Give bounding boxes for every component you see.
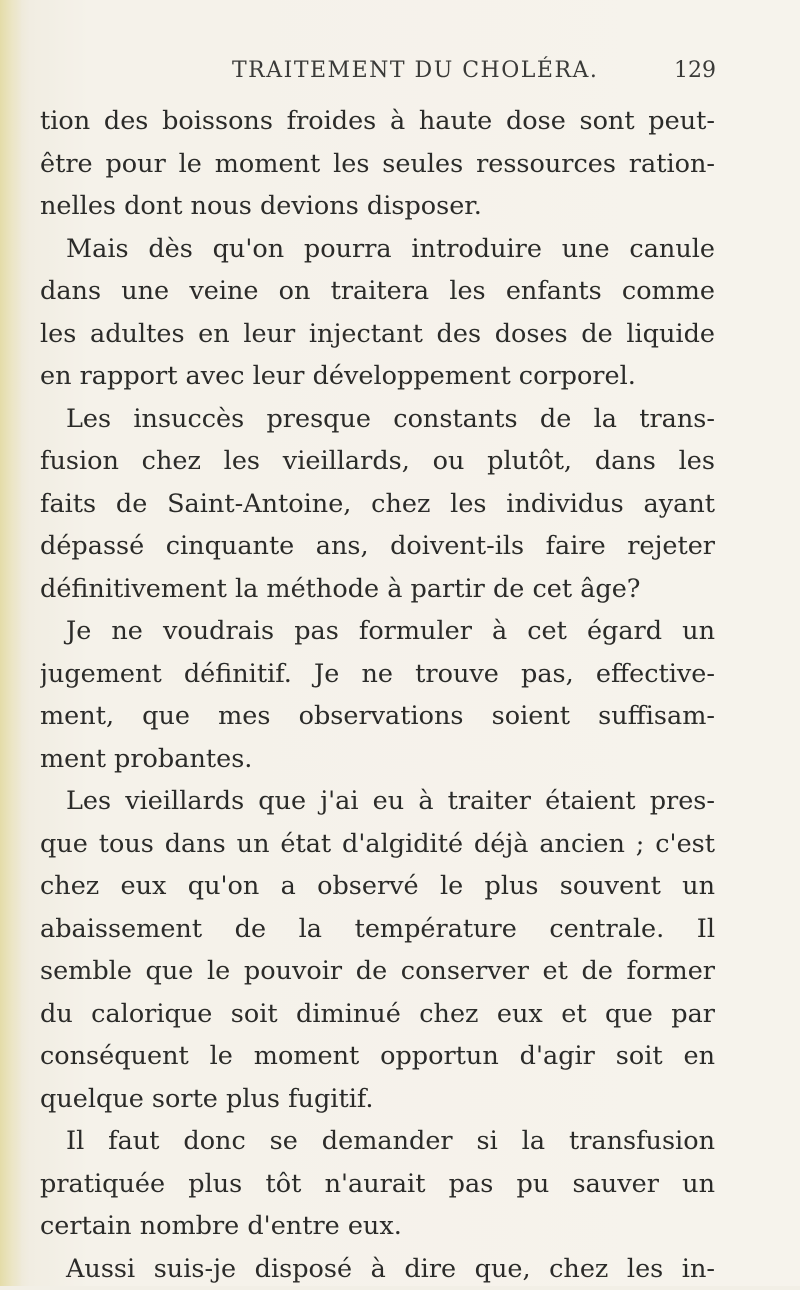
text-line: Je ne voudrais pas formuler à cet égard un (40, 610, 715, 653)
text-line: Les vieillards que j'ai eu à traiter étaient pres- (40, 780, 715, 823)
text-line: en rapport avec leur développement corporel. (40, 355, 715, 398)
text-line: tion des boissons froides à haute dose sont peut- (40, 100, 715, 143)
page-edge-shadow (0, 0, 22, 1286)
text-line: conséquent le moment opportun d'agir soit en (40, 1035, 715, 1078)
text-line: du calorique soit diminué chez eux et que par (40, 993, 715, 1036)
running-title: TRAITEMENT DU CHOLÉRA. (232, 58, 598, 83)
body-text (40, 100, 715, 1290)
text-line: ment, que mes observations soient suffisam- (40, 695, 715, 738)
text-line: définitivement la méthode à partir de cet âge? (40, 568, 715, 611)
page-number: 129 (674, 58, 716, 83)
text-line: chez eux qu'on a observé le plus souvent un (40, 865, 715, 908)
text-line: fusion chez les vieillards, ou plutôt, dans les (40, 440, 715, 483)
text-line: nelles dont nous devions disposer. (40, 185, 715, 228)
text-line: Il faut donc se demander si la transfusion (40, 1120, 715, 1163)
text-line: Mais dès qu'on pourra introduire une canule (40, 228, 715, 271)
text-line: Aussi suis-je disposé à dire que, chez les in- (40, 1248, 715, 1290)
text-line: que tous dans un état d'algidité déjà ancien ; c'est (40, 823, 715, 866)
text-line: Les insuccès presque constants de la trans- (40, 398, 715, 441)
text-line: ment probantes. (40, 738, 715, 781)
text-line: certain nombre d'entre eux. (40, 1205, 715, 1248)
running-head (0, 52, 800, 92)
text-line: jugement définitif. Je ne trouve pas, effective- (40, 653, 715, 696)
text-line: semble que le pouvoir de conserver et de former (40, 950, 715, 993)
text-line: abaissement de la température centrale. Il (40, 908, 715, 951)
text-line: faits de Saint-Antoine, chez les individus ayant (40, 483, 715, 526)
text-line: dépassé cinquante ans, doivent-ils faire rejeter (40, 525, 715, 568)
text-line: dans une veine on traitera les enfants comme (40, 270, 715, 313)
text-line: être pour le moment les seules ressources ration- (40, 143, 715, 186)
text-line: quelque sorte plus fugitif. (40, 1078, 715, 1121)
text-line: pratiquée plus tôt n'aurait pas pu sauver un (40, 1163, 715, 1206)
text-line: les adultes en leur injectant des doses de liquide (40, 313, 715, 356)
